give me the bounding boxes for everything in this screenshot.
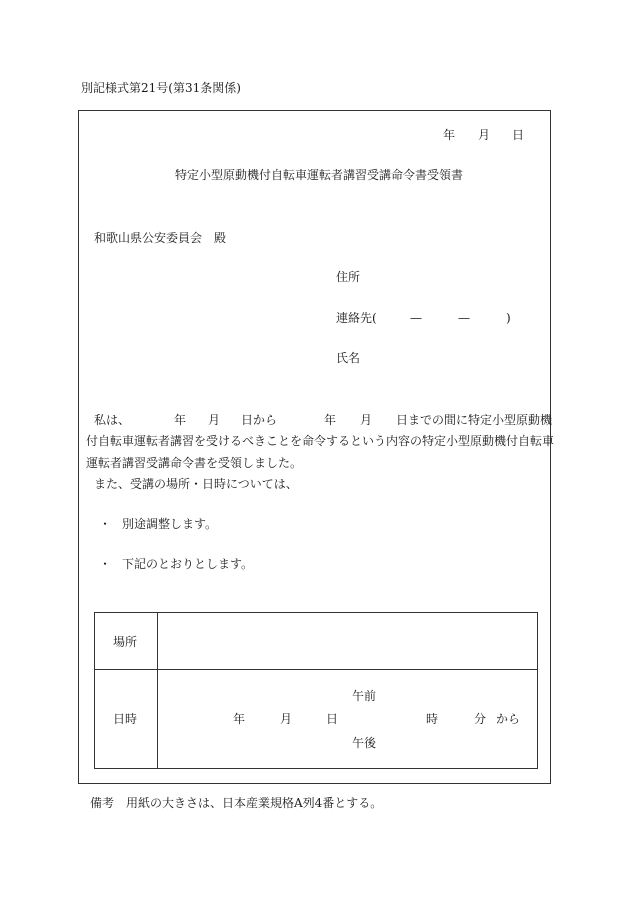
body-line1-start: 私は、 (94, 413, 131, 427)
body-line1-day1: 日から (241, 413, 278, 427)
option-2-text: 下記のとおりとします。 (122, 557, 254, 571)
table-from-label: から (496, 712, 521, 726)
contact-dash-2: — (458, 311, 470, 325)
table-hour-label: 時 (426, 712, 439, 726)
body-line4: また、受講の場所・日時については、 (94, 477, 298, 491)
body-line1-month1: 月 (208, 413, 221, 427)
body-line1-month2: 月 (360, 413, 373, 427)
contact-field-label: 連絡先( (336, 311, 377, 325)
date-day-label: 日 (512, 128, 525, 142)
body-line3: 運転者講習受講命令書を受領しました。 (86, 456, 303, 470)
name-field-label: 氏名 (336, 351, 361, 365)
table-day-label: 日 (326, 712, 339, 726)
address-field-label: 住所 (336, 270, 361, 284)
form-number: 別記様式第21号(第31条関係) (81, 81, 241, 95)
date-month-label: 月 (478, 128, 491, 142)
document-title: 特定小型原動機付自転車運転者講習受講命令書受領書 (175, 168, 464, 182)
table-year-label: 年 (233, 712, 246, 726)
place-label: 場所 (113, 635, 138, 649)
table-month-label: 月 (280, 712, 293, 726)
table-column-divider (157, 613, 158, 768)
option-1-text: 別途調整します。 (122, 517, 218, 531)
body-line1-year2: 年 (324, 413, 337, 427)
am-label: 午前 (352, 689, 377, 703)
addressee: 和歌山県公安委員会 殿 (94, 231, 227, 245)
datetime-label: 日時 (113, 712, 138, 726)
contact-dash-1: — (410, 311, 422, 325)
body-line1-rest: 日までの間に特定小型原動機 (396, 413, 553, 427)
table-minute-label: 分 (474, 712, 487, 726)
contact-close-paren: ) (506, 311, 511, 325)
option-1-bullet: ・ (99, 517, 112, 531)
remarks-note: 備考 用紙の大きさは、日本産業規格A列4番とする。 (90, 796, 383, 810)
pm-label: 午後 (352, 736, 377, 750)
option-2-bullet: ・ (99, 557, 112, 571)
body-line2: 付自転車運転者講習を受けるべきことを命令するという内容の特定小型原動機付自転車 (86, 434, 555, 448)
venue-datetime-table (94, 612, 538, 769)
date-year-label: 年 (443, 128, 456, 142)
body-line1-year1: 年 (174, 413, 187, 427)
table-row-divider (95, 669, 537, 670)
